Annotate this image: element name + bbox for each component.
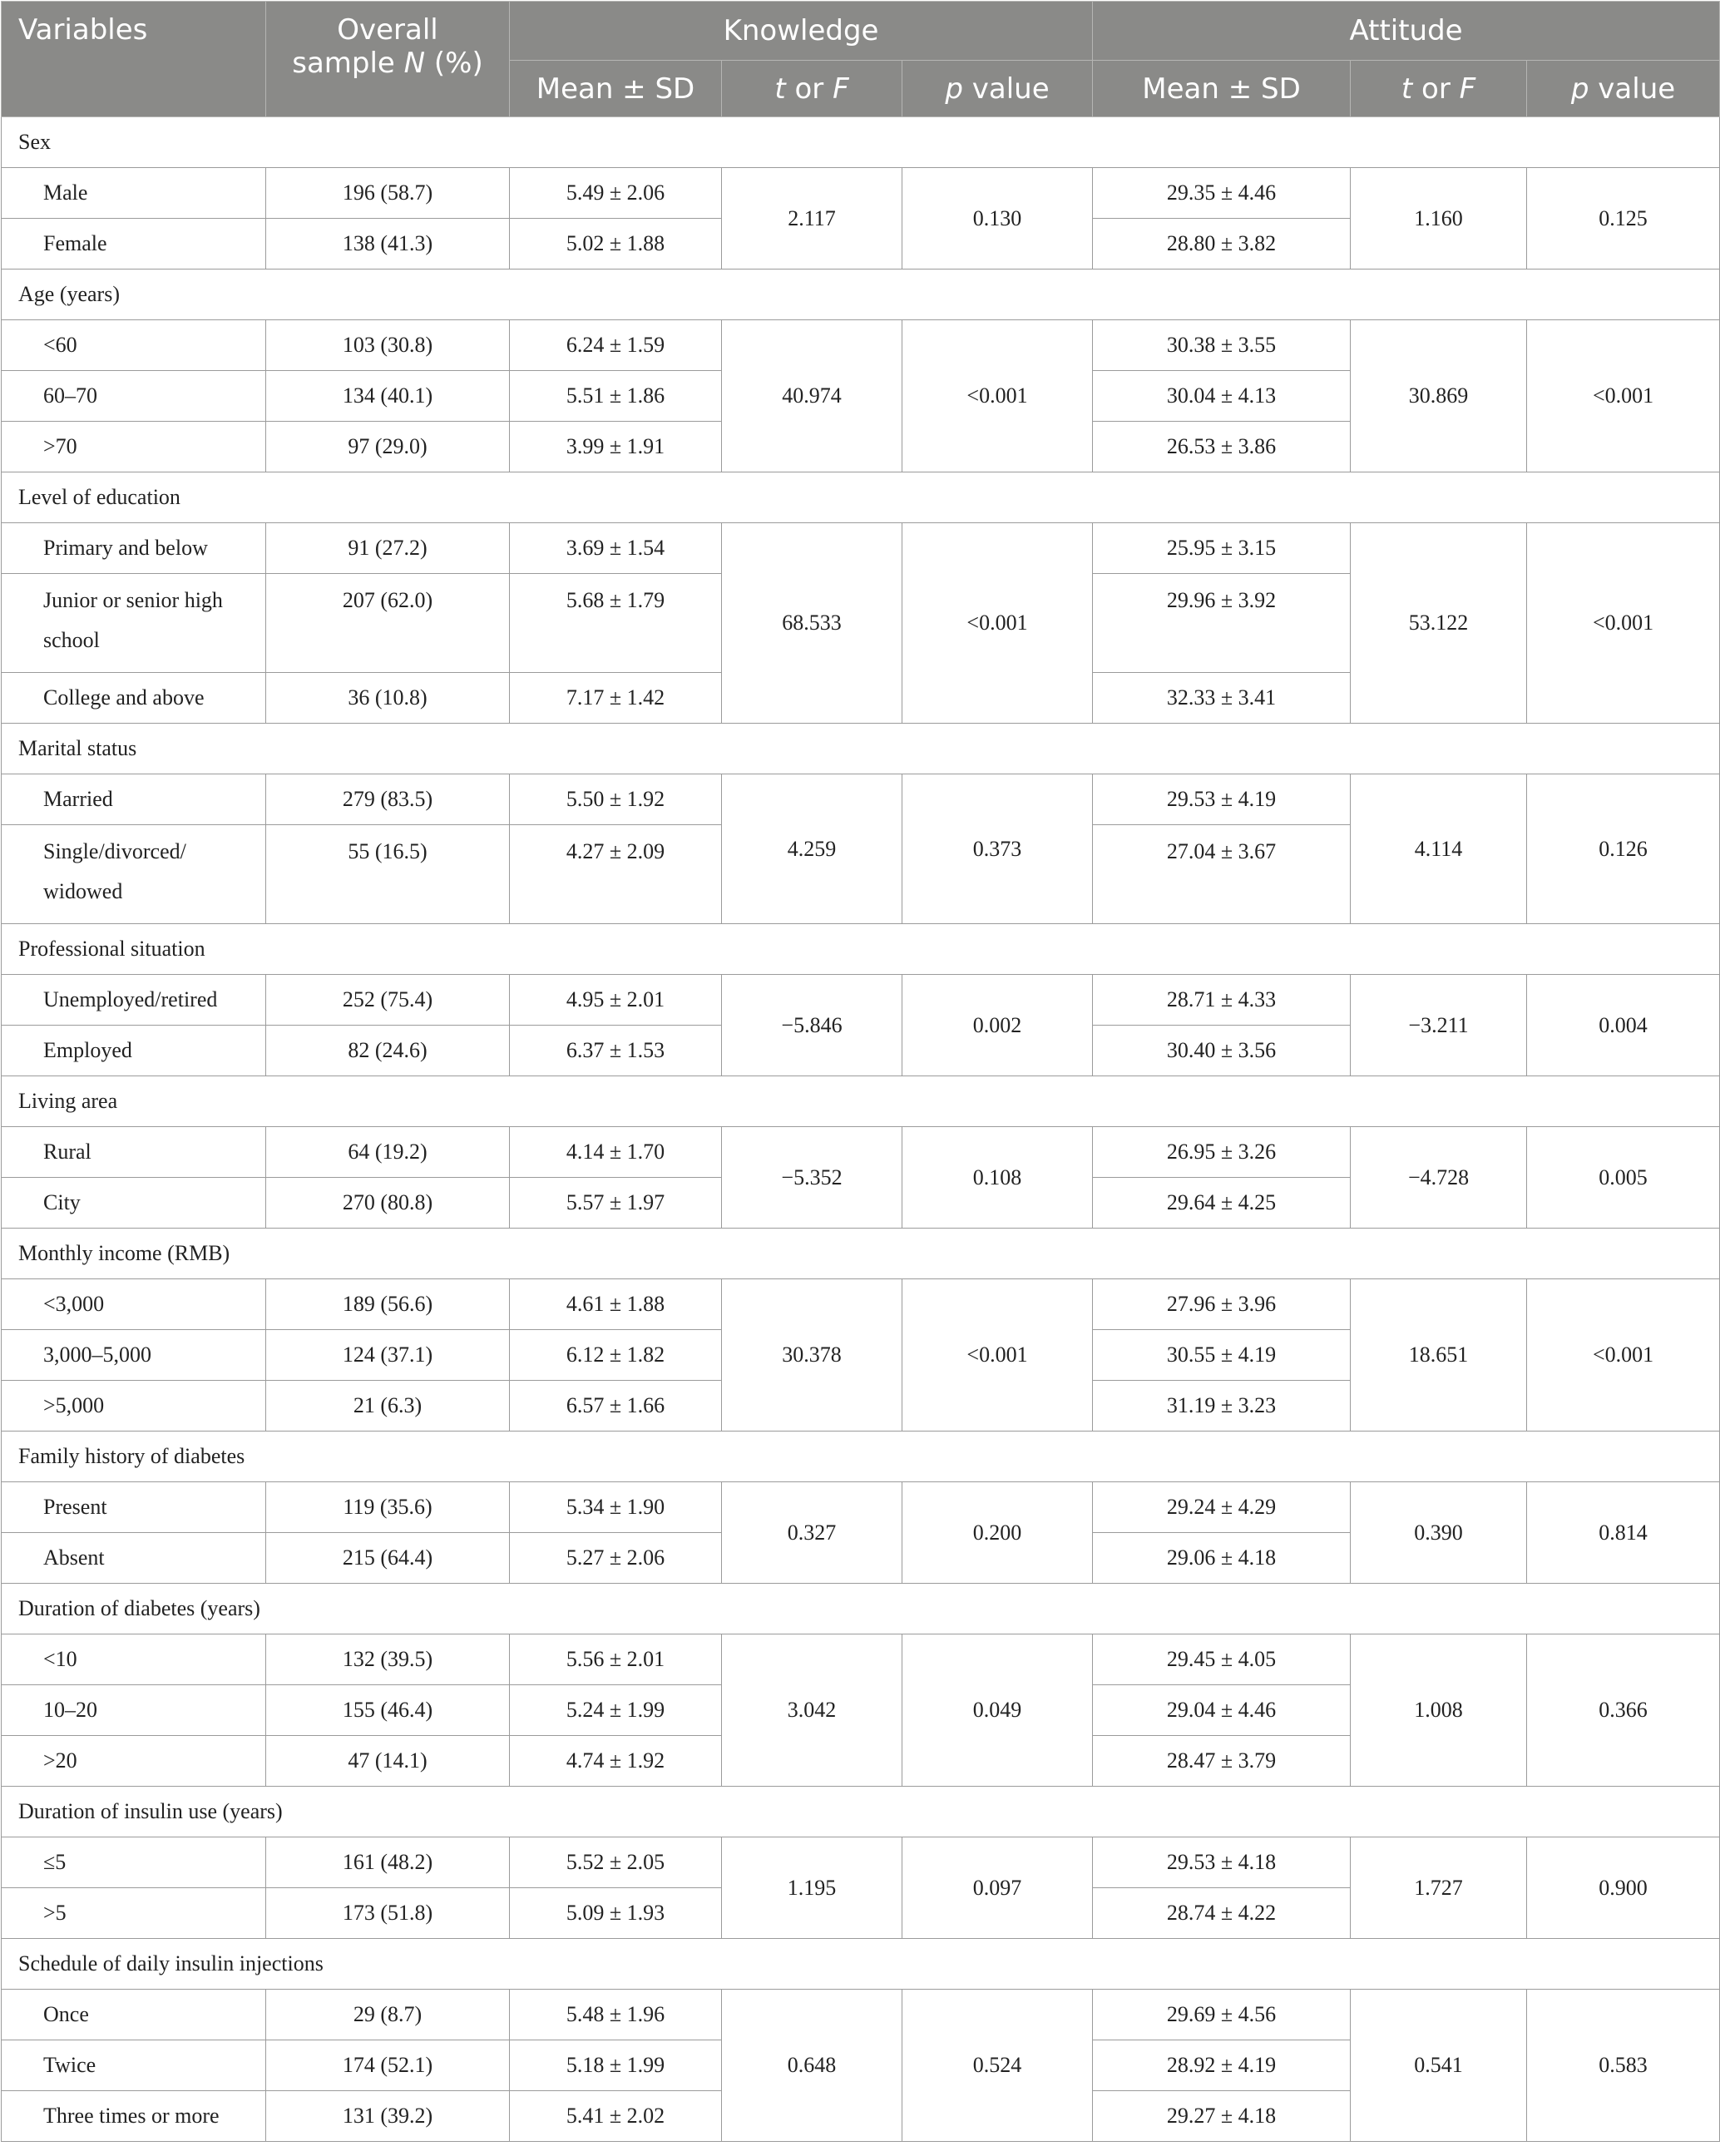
table-row xyxy=(2,320,1720,371)
overall-sample-cell: 91 (27.2) xyxy=(266,523,510,574)
knowledge-p-value-cell: 0.200 xyxy=(902,1482,1093,1584)
group-header-row xyxy=(2,724,1720,774)
knowledge-p-value-cell: 0.097 xyxy=(902,1837,1093,1939)
attitude-mean-sd-cell: 29.53 ± 4.18 xyxy=(1093,1837,1351,1888)
overall-sample-cell: 270 (80.8) xyxy=(266,1178,510,1229)
group-label: Family history of diabetes xyxy=(2,1432,1720,1482)
row-label: Primary and below xyxy=(2,523,266,574)
attitude-t-or-f-cell: 1.160 xyxy=(1351,168,1527,270)
knowledge-mean-sd-cell: 5.02 ± 1.88 xyxy=(510,219,722,270)
header-attitude-mean-sd: Mean ± SD xyxy=(1093,61,1351,117)
row-label-line1: Junior or senior high xyxy=(43,588,223,612)
attitude-p-value-cell: <0.001 xyxy=(1527,523,1720,724)
attitude-t-or-f-cell: 18.651 xyxy=(1351,1279,1527,1432)
attitude-mean-sd-cell: 30.04 ± 4.13 xyxy=(1093,371,1351,422)
knowledge-mean-sd-cell: 5.27 ± 2.06 xyxy=(510,1533,722,1584)
knowledge-mean-sd-cell: 5.41 ± 2.02 xyxy=(510,2091,722,2142)
group-label: Age (years) xyxy=(2,270,1720,320)
table-row xyxy=(2,1279,1720,1330)
group-header-row xyxy=(2,1076,1720,1127)
attitude-p-value-cell: 0.366 xyxy=(1527,1634,1720,1787)
knowledge-mean-sd-cell: 4.14 ± 1.70 xyxy=(510,1127,722,1178)
attitude-mean-sd-cell: 29.53 ± 4.19 xyxy=(1093,774,1351,825)
row-label: 60–70 xyxy=(2,371,266,422)
knowledge-mean-sd-cell: 6.37 ± 1.53 xyxy=(510,1026,722,1076)
attitude-p-value-cell: 0.125 xyxy=(1527,168,1720,270)
group-header-row xyxy=(2,117,1720,168)
table-row xyxy=(2,1127,1720,1178)
attitude-mean-sd-cell: 30.40 ± 3.56 xyxy=(1093,1026,1351,1076)
table-row xyxy=(2,168,1720,219)
knowledge-mean-sd-cell: 5.51 ± 1.86 xyxy=(510,371,722,422)
attitude-p-value-cell: <0.001 xyxy=(1527,320,1720,472)
knowledge-mean-sd-cell: 4.74 ± 1.92 xyxy=(510,1736,722,1787)
attitude-mean-sd-cell: 27.96 ± 3.96 xyxy=(1093,1279,1351,1330)
attitude-p-value-cell: <0.001 xyxy=(1527,1279,1720,1432)
row-label: 3,000–5,000 xyxy=(2,1330,266,1381)
row-label: Unemployed/retired xyxy=(2,975,266,1026)
attitude-mean-sd-cell: 27.04 ± 3.67 xyxy=(1093,825,1351,924)
knowledge-mean-sd-cell: 5.68 ± 1.79 xyxy=(510,574,722,673)
group-header-row xyxy=(2,1432,1720,1482)
header-knowledge-p-value: p value xyxy=(902,61,1093,117)
group-header-row xyxy=(2,1229,1720,1279)
overall-sample-cell: 174 (52.1) xyxy=(266,2040,510,2091)
group-label: Sex xyxy=(2,117,1720,168)
knowledge-p-value-cell: 0.049 xyxy=(902,1634,1093,1787)
header-knowledge-mean-sd: Mean ± SD xyxy=(510,61,722,117)
overall-sample-cell: 252 (75.4) xyxy=(266,975,510,1026)
overall-sample-cell: 21 (6.3) xyxy=(266,1381,510,1432)
row-label: >5,000 xyxy=(2,1381,266,1432)
attitude-mean-sd-cell: 28.47 ± 3.79 xyxy=(1093,1736,1351,1787)
group-label: Professional situation xyxy=(2,924,1720,975)
table-row xyxy=(2,1634,1720,1685)
attitude-mean-sd-cell: 32.33 ± 3.41 xyxy=(1093,673,1351,724)
row-label: College and above xyxy=(2,673,266,724)
overall-sample-cell: 215 (64.4) xyxy=(266,1533,510,1584)
attitude-mean-sd-cell: 29.27 ± 4.18 xyxy=(1093,2091,1351,2142)
knowledge-p-value-cell: <0.001 xyxy=(902,1279,1093,1432)
knowledge-mean-sd-cell: 5.56 ± 2.01 xyxy=(510,1634,722,1685)
row-label xyxy=(2,574,266,673)
overall-sample-cell: 132 (39.5) xyxy=(266,1634,510,1685)
knowledge-mean-sd-cell: 7.17 ± 1.42 xyxy=(510,673,722,724)
knowledge-mean-sd-cell: 6.57 ± 1.66 xyxy=(510,1381,722,1432)
attitude-t-or-f-cell: 53.122 xyxy=(1351,523,1527,724)
knowledge-mean-sd-cell: 4.95 ± 2.01 xyxy=(510,975,722,1026)
overall-sample-cell: 47 (14.1) xyxy=(266,1736,510,1787)
group-label: Duration of diabetes (years) xyxy=(2,1584,1720,1634)
row-label: Three times or more xyxy=(2,2091,266,2142)
header-knowledge: Knowledge xyxy=(510,2,1093,61)
attitude-mean-sd-cell: 29.35 ± 4.46 xyxy=(1093,168,1351,219)
attitude-p-value-cell: 0.900 xyxy=(1527,1837,1720,1939)
row-label: <60 xyxy=(2,320,266,371)
header-variables: Variables xyxy=(2,2,266,117)
table-row xyxy=(2,523,1720,574)
knowledge-mean-sd-cell: 5.49 ± 2.06 xyxy=(510,168,722,219)
table-row xyxy=(2,975,1720,1026)
attitude-t-or-f-cell: 1.727 xyxy=(1351,1837,1527,1939)
group-header-row xyxy=(2,1939,1720,1990)
table-row xyxy=(2,1837,1720,1888)
overall-sample-cell: 134 (40.1) xyxy=(266,371,510,422)
overall-sample-cell: 64 (19.2) xyxy=(266,1127,510,1178)
row-label-line2: school xyxy=(43,628,100,652)
knowledge-mean-sd-cell: 5.34 ± 1.90 xyxy=(510,1482,722,1533)
overall-sample-cell: 97 (29.0) xyxy=(266,422,510,472)
knowledge-t-or-f-cell: −5.846 xyxy=(722,975,902,1076)
row-label-line2: widowed xyxy=(43,879,123,903)
attitude-t-or-f-cell: 30.869 xyxy=(1351,320,1527,472)
attitude-p-value-cell: 0.583 xyxy=(1527,1990,1720,2142)
attitude-t-or-f-cell: 0.390 xyxy=(1351,1482,1527,1584)
row-label: Twice xyxy=(2,2040,266,2091)
row-label: >20 xyxy=(2,1736,266,1787)
attitude-mean-sd-cell: 29.64 ± 4.25 xyxy=(1093,1178,1351,1229)
knowledge-p-value-cell: 0.108 xyxy=(902,1127,1093,1229)
group-header-row xyxy=(2,270,1720,320)
row-label-line1: Single/divorced/ xyxy=(43,839,186,863)
table-header xyxy=(2,2,1720,117)
group-label: Duration of insulin use (years) xyxy=(2,1787,1720,1837)
knowledge-t-or-f-cell: 30.378 xyxy=(722,1279,902,1432)
group-header-row xyxy=(2,1787,1720,1837)
attitude-mean-sd-cell: 28.80 ± 3.82 xyxy=(1093,219,1351,270)
group-label: Schedule of daily insulin injections xyxy=(2,1939,1720,1990)
knowledge-mean-sd-cell: 5.24 ± 1.99 xyxy=(510,1685,722,1736)
attitude-mean-sd-cell: 26.95 ± 3.26 xyxy=(1093,1127,1351,1178)
knowledge-p-value-cell: 0.373 xyxy=(902,774,1093,924)
header-overall-sample: Overall sample N (%) xyxy=(266,2,510,117)
group-label: Monthly income (RMB) xyxy=(2,1229,1720,1279)
group-header-row xyxy=(2,924,1720,975)
attitude-mean-sd-cell: 25.95 ± 3.15 xyxy=(1093,523,1351,574)
row-label: Once xyxy=(2,1990,266,2040)
table-row xyxy=(2,774,1720,825)
attitude-p-value-cell: 0.814 xyxy=(1527,1482,1720,1584)
header-knowledge-t-or-f: t or F xyxy=(722,61,902,117)
group-header-row xyxy=(2,472,1720,523)
header-attitude-p-value: p value xyxy=(1527,61,1720,117)
overall-sample-cell: 155 (46.4) xyxy=(266,1685,510,1736)
knowledge-mean-sd-cell: 5.48 ± 1.96 xyxy=(510,1990,722,2040)
knowledge-mean-sd-cell: 5.18 ± 1.99 xyxy=(510,2040,722,2091)
attitude-mean-sd-cell: 29.06 ± 4.18 xyxy=(1093,1533,1351,1584)
attitude-t-or-f-cell: 4.114 xyxy=(1351,774,1527,924)
row-label: Male xyxy=(2,168,266,219)
overall-sample-cell: 29 (8.7) xyxy=(266,1990,510,2040)
row-label: >70 xyxy=(2,422,266,472)
knowledge-t-or-f-cell: 0.327 xyxy=(722,1482,902,1584)
knowledge-t-or-f-cell: 3.042 xyxy=(722,1634,902,1787)
row-label: Present xyxy=(2,1482,266,1533)
row-label: Married xyxy=(2,774,266,825)
row-label xyxy=(2,825,266,924)
knowledge-mean-sd-cell: 5.50 ± 1.92 xyxy=(510,774,722,825)
knowledge-p-value-cell: 0.524 xyxy=(902,1990,1093,2142)
knowledge-mean-sd-cell: 6.24 ± 1.59 xyxy=(510,320,722,371)
knowledge-mean-sd-cell: 5.57 ± 1.97 xyxy=(510,1178,722,1229)
attitude-p-value-cell: 0.004 xyxy=(1527,975,1720,1076)
overall-sample-cell: 173 (51.8) xyxy=(266,1888,510,1939)
knowledge-t-or-f-cell: 4.259 xyxy=(722,774,902,924)
row-label: City xyxy=(2,1178,266,1229)
overall-sample-cell: 55 (16.5) xyxy=(266,825,510,924)
attitude-mean-sd-cell: 29.24 ± 4.29 xyxy=(1093,1482,1351,1533)
overall-sample-cell: 124 (37.1) xyxy=(266,1330,510,1381)
attitude-mean-sd-cell: 28.92 ± 4.19 xyxy=(1093,2040,1351,2091)
group-label: Marital status xyxy=(2,724,1720,774)
row-label: Female xyxy=(2,219,266,270)
knowledge-mean-sd-cell: 3.99 ± 1.91 xyxy=(510,422,722,472)
header-attitude: Attitude xyxy=(1093,2,1720,61)
knowledge-p-value-cell: <0.001 xyxy=(902,320,1093,472)
attitude-mean-sd-cell: 29.69 ± 4.56 xyxy=(1093,1990,1351,2040)
knowledge-t-or-f-cell: 1.195 xyxy=(722,1837,902,1939)
overall-sample-cell: 103 (30.8) xyxy=(266,320,510,371)
knowledge-t-or-f-cell: 40.974 xyxy=(722,320,902,472)
attitude-mean-sd-cell: 28.74 ± 4.22 xyxy=(1093,1888,1351,1939)
table-body xyxy=(2,117,1720,2142)
knowledge-t-or-f-cell: 68.533 xyxy=(722,523,902,724)
row-label: Rural xyxy=(2,1127,266,1178)
overall-sample-cell: 131 (39.2) xyxy=(266,2091,510,2142)
knowledge-p-value-cell: <0.001 xyxy=(902,523,1093,724)
row-label: 10–20 xyxy=(2,1685,266,1736)
attitude-mean-sd-cell: 29.04 ± 4.46 xyxy=(1093,1685,1351,1736)
group-label: Level of education xyxy=(2,472,1720,523)
attitude-mean-sd-cell: 31.19 ± 3.23 xyxy=(1093,1381,1351,1432)
overall-sample-cell: 119 (35.6) xyxy=(266,1482,510,1533)
attitude-mean-sd-cell: 29.45 ± 4.05 xyxy=(1093,1634,1351,1685)
attitude-mean-sd-cell: 30.38 ± 3.55 xyxy=(1093,320,1351,371)
knowledge-t-or-f-cell: 0.648 xyxy=(722,1990,902,2142)
row-label: <10 xyxy=(2,1634,266,1685)
knowledge-t-or-f-cell: 2.117 xyxy=(722,168,902,270)
overall-sample-cell: 36 (10.8) xyxy=(266,673,510,724)
table-row xyxy=(2,1990,1720,2040)
attitude-p-value-cell: 0.005 xyxy=(1527,1127,1720,1229)
attitude-t-or-f-cell: −4.728 xyxy=(1351,1127,1527,1229)
row-label: Employed xyxy=(2,1026,266,1076)
attitude-mean-sd-cell: 28.71 ± 4.33 xyxy=(1093,975,1351,1026)
attitude-t-or-f-cell: 0.541 xyxy=(1351,1990,1527,2142)
row-label: >5 xyxy=(2,1888,266,1939)
attitude-mean-sd-cell: 26.53 ± 3.86 xyxy=(1093,422,1351,472)
knowledge-mean-sd-cell: 5.52 ± 2.05 xyxy=(510,1837,722,1888)
knowledge-p-value-cell: 0.002 xyxy=(902,975,1093,1076)
overall-sample-cell: 196 (58.7) xyxy=(266,168,510,219)
knowledge-mean-sd-cell: 5.09 ± 1.93 xyxy=(510,1888,722,1939)
attitude-t-or-f-cell: 1.008 xyxy=(1351,1634,1527,1787)
overall-sample-cell: 189 (56.6) xyxy=(266,1279,510,1330)
row-label: <3,000 xyxy=(2,1279,266,1330)
knowledge-p-value-cell: 0.130 xyxy=(902,168,1093,270)
table-row xyxy=(2,1482,1720,1533)
overall-sample-cell: 207 (62.0) xyxy=(266,574,510,673)
attitude-t-or-f-cell: −3.211 xyxy=(1351,975,1527,1076)
data-table xyxy=(1,1,1720,2142)
knowledge-mean-sd-cell: 4.61 ± 1.88 xyxy=(510,1279,722,1330)
header-attitude-t-or-f: t or F xyxy=(1351,61,1527,117)
group-label: Living area xyxy=(2,1076,1720,1127)
knowledge-mean-sd-cell: 6.12 ± 1.82 xyxy=(510,1330,722,1381)
overall-sample-cell: 82 (24.6) xyxy=(266,1026,510,1076)
attitude-p-value-cell: 0.126 xyxy=(1527,774,1720,924)
overall-sample-cell: 279 (83.5) xyxy=(266,774,510,825)
knowledge-mean-sd-cell: 4.27 ± 2.09 xyxy=(510,825,722,924)
knowledge-mean-sd-cell: 3.69 ± 1.54 xyxy=(510,523,722,574)
attitude-mean-sd-cell: 29.96 ± 3.92 xyxy=(1093,574,1351,673)
overall-sample-cell: 161 (48.2) xyxy=(266,1837,510,1888)
attitude-mean-sd-cell: 30.55 ± 4.19 xyxy=(1093,1330,1351,1381)
row-label: Absent xyxy=(2,1533,266,1584)
group-header-row xyxy=(2,1584,1720,1634)
row-label: ≤5 xyxy=(2,1837,266,1888)
overall-sample-cell: 138 (41.3) xyxy=(266,219,510,270)
knowledge-t-or-f-cell: −5.352 xyxy=(722,1127,902,1229)
